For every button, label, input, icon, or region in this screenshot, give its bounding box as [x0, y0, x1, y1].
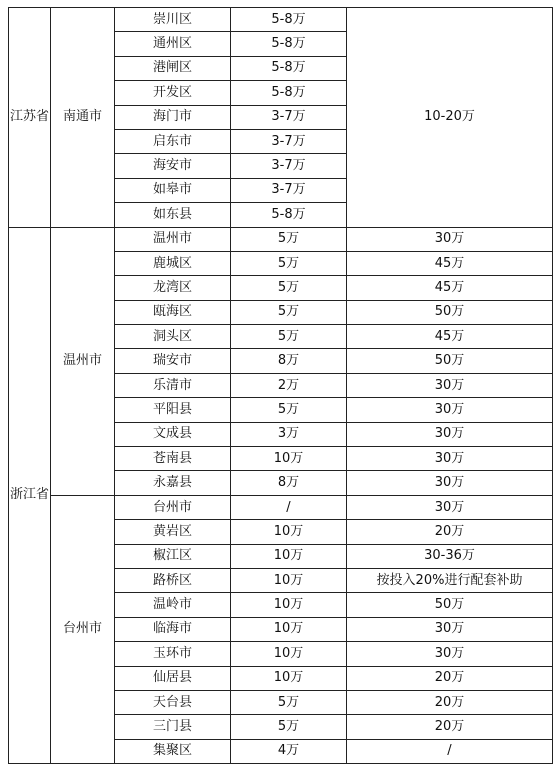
district-cell: 集聚区: [115, 739, 231, 763]
amount-cell: 5万: [231, 398, 347, 422]
subsidy-cell: 30万: [347, 471, 553, 495]
subsidy-cell: 30万: [347, 422, 553, 446]
amount-cell: 5-8万: [231, 203, 347, 227]
district-cell: 三门县: [115, 715, 231, 739]
city-cell: 温州市: [51, 227, 115, 495]
district-cell: 黄岩区: [115, 520, 231, 544]
amount-cell: 2万: [231, 373, 347, 397]
subsidy-cell: 20万: [347, 690, 553, 714]
amount-cell: 5万: [231, 715, 347, 739]
subsidy-cell: 按投入20%进行配套补助: [347, 568, 553, 592]
subsidy-table: [8, 7, 553, 764]
city-cell: 南通市: [51, 8, 115, 228]
district-cell: 开发区: [115, 81, 231, 105]
amount-cell: 3-7万: [231, 105, 347, 129]
district-cell: 通州区: [115, 32, 231, 56]
amount-cell: 10万: [231, 520, 347, 544]
subsidy-cell: 20万: [347, 520, 553, 544]
amount-cell: 10万: [231, 617, 347, 641]
district-cell: 洞头区: [115, 325, 231, 349]
amount-cell: 5万: [231, 325, 347, 349]
subsidy-cell: 10-20万: [347, 8, 553, 228]
province-cell: 浙江省: [9, 227, 51, 764]
amount-cell: 10万: [231, 544, 347, 568]
table-row: [9, 8, 553, 32]
amount-cell: 5-8万: [231, 32, 347, 56]
district-cell: 平阳县: [115, 398, 231, 422]
district-cell: 启东市: [115, 129, 231, 153]
subsidy-cell: 45万: [347, 276, 553, 300]
amount-cell: 3-7万: [231, 154, 347, 178]
district-cell: 崇川区: [115, 8, 231, 32]
district-cell: 温州市: [115, 227, 231, 251]
subsidy-cell: 30-36万: [347, 544, 553, 568]
district-cell: 鹿城区: [115, 251, 231, 275]
district-cell: 瑞安市: [115, 349, 231, 373]
subsidy-cell: 30万: [347, 495, 553, 519]
amount-cell: 3-7万: [231, 129, 347, 153]
subsidy-cell: 30万: [347, 398, 553, 422]
subsidy-cell: 45万: [347, 325, 553, 349]
amount-cell: 3-7万: [231, 178, 347, 202]
amount-cell: 5-8万: [231, 8, 347, 32]
subsidy-cell: 50万: [347, 349, 553, 373]
district-cell: 永嘉县: [115, 471, 231, 495]
subsidy-cell: 30万: [347, 642, 553, 666]
district-cell: 天台县: [115, 690, 231, 714]
amount-cell: 8万: [231, 471, 347, 495]
district-cell: 如皋市: [115, 178, 231, 202]
subsidy-cell: 50万: [347, 300, 553, 324]
table-row: [9, 227, 553, 251]
subsidy-table-body: [9, 8, 553, 764]
district-cell: 苍南县: [115, 447, 231, 471]
subsidy-cell: 50万: [347, 593, 553, 617]
district-cell: 路桥区: [115, 568, 231, 592]
district-cell: 台州市: [115, 495, 231, 519]
district-cell: 乐清市: [115, 373, 231, 397]
district-cell: 玉环市: [115, 642, 231, 666]
amount-cell: 5万: [231, 227, 347, 251]
amount-cell: 5-8万: [231, 56, 347, 80]
amount-cell: 5-8万: [231, 81, 347, 105]
district-cell: 仙居县: [115, 666, 231, 690]
amount-cell: 4万: [231, 739, 347, 763]
district-cell: 海安市: [115, 154, 231, 178]
subsidy-cell: 30万: [347, 227, 553, 251]
district-cell: 温岭市: [115, 593, 231, 617]
amount-cell: 8万: [231, 349, 347, 373]
amount-cell: 5万: [231, 300, 347, 324]
amount-cell: 10万: [231, 593, 347, 617]
amount-cell: 10万: [231, 568, 347, 592]
district-cell: 文成县: [115, 422, 231, 446]
district-cell: 椒江区: [115, 544, 231, 568]
district-cell: 龙湾区: [115, 276, 231, 300]
table-row: [9, 495, 553, 519]
amount-cell: 5万: [231, 251, 347, 275]
city-cell: 台州市: [51, 495, 115, 763]
subsidy-cell: 20万: [347, 666, 553, 690]
amount-cell: 10万: [231, 666, 347, 690]
subsidy-cell: 30万: [347, 617, 553, 641]
district-cell: 港闸区: [115, 56, 231, 80]
district-cell: 瓯海区: [115, 300, 231, 324]
district-cell: 海门市: [115, 105, 231, 129]
amount-cell: 10万: [231, 447, 347, 471]
subsidy-cell: 45万: [347, 251, 553, 275]
amount-cell: /: [231, 495, 347, 519]
province-cell: 江苏省: [9, 8, 51, 228]
amount-cell: 5万: [231, 690, 347, 714]
subsidy-cell: /: [347, 739, 553, 763]
amount-cell: 10万: [231, 642, 347, 666]
subsidy-cell: 20万: [347, 715, 553, 739]
subsidy-cell: 30万: [347, 373, 553, 397]
district-cell: 临海市: [115, 617, 231, 641]
amount-cell: 3万: [231, 422, 347, 446]
amount-cell: 5万: [231, 276, 347, 300]
district-cell: 如东县: [115, 203, 231, 227]
subsidy-cell: 30万: [347, 447, 553, 471]
